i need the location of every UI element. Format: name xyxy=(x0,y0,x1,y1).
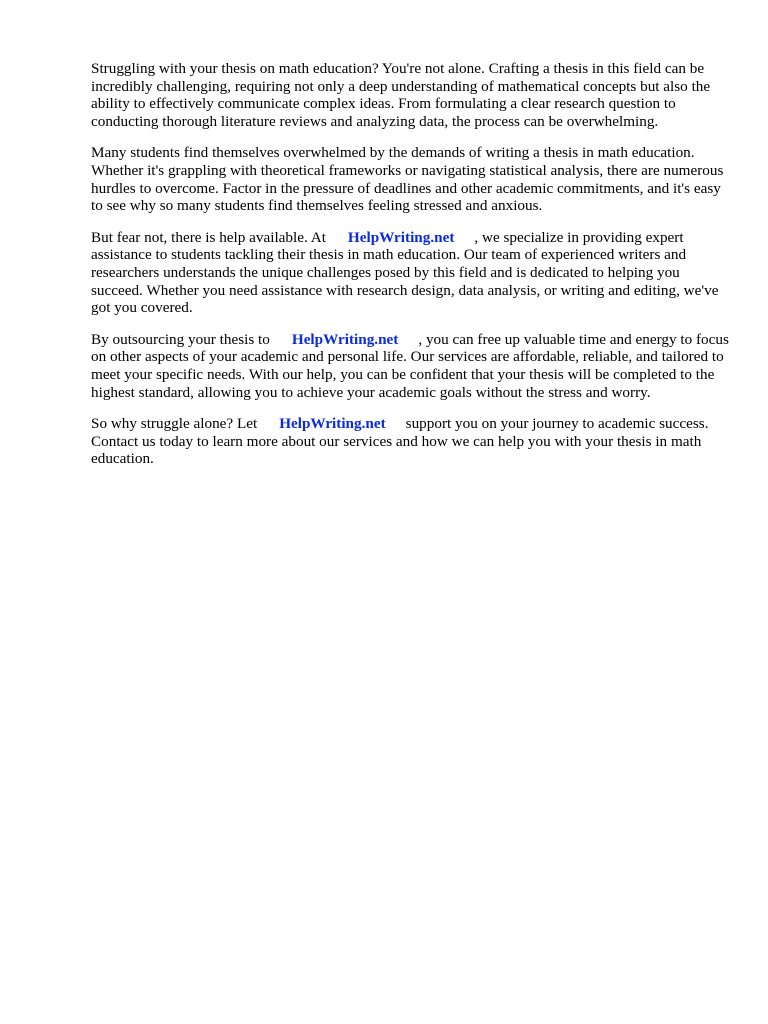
helpwriting-link-2[interactable]: HelpWriting.net xyxy=(291,330,399,348)
paragraph-intro xyxy=(91,60,731,130)
helpwriting-link-3[interactable]: HelpWriting.net xyxy=(279,415,386,433)
paragraph-help xyxy=(91,229,731,317)
paragraph-closing-text-before: So why struggle alone? Let xyxy=(91,415,258,433)
paragraph-outsourcing-text-before: By outsourcing your thesis to xyxy=(91,330,270,348)
paragraph-help-text-before: But fear not, there is help available. At xyxy=(91,228,326,246)
paragraph-help-text-after: , we specialize in providing expert assistance to students tackling their thesis in math education. Our team of experienced writers and researchers understands the unique challenges posed by this field and is dedicated to helping you succeed. Whether you need assistance with research design, data analysis, or writing and editing, we've got you covered. xyxy=(91,228,719,317)
document-body xyxy=(91,60,731,482)
paragraph-closing-text-after: support you on your journey to academic success. Contact us today to learn more about our services and how we can help you with your thesis in math education. xyxy=(91,415,709,468)
paragraph-challenges-text: Many students find themselves overwhelmed by the demands of writing a thesis in math education. Whether it's grappling with theoretical frameworks or navigating statistical analysis, there are numerous hurdles to overcome. Factor in the pressure of deadlines and other academic commitments, and it's easy to see why so many students find themselves feeling stressed and anxious. xyxy=(91,144,724,215)
paragraph-challenges xyxy=(91,144,731,214)
helpwriting-link-1[interactable]: HelpWriting.net xyxy=(347,228,455,246)
paragraph-closing xyxy=(91,415,731,468)
paragraph-outsourcing xyxy=(91,331,731,401)
paragraph-intro-text: Struggling with your thesis on math education? You're not alone. Crafting a thesis in this field can be incredibly challenging, requiring not only a deep understanding of mathematical concepts but also the ability to effectively communicate complex ideas. From formulating a clear research question to conducting thorough literature reviews and analyzing data, the process can be overwhelming. xyxy=(91,60,711,130)
paragraph-outsourcing-text-after: , you can free up valuable time and energy to focus on other aspects of your academic and personal life. Our services are affordable, reliable, and tailored to meet your specific needs. With our help, you can be confident that your thesis will be completed to the highest standard, allowing you to achieve your academic goals without the stress and worry. xyxy=(91,330,729,401)
